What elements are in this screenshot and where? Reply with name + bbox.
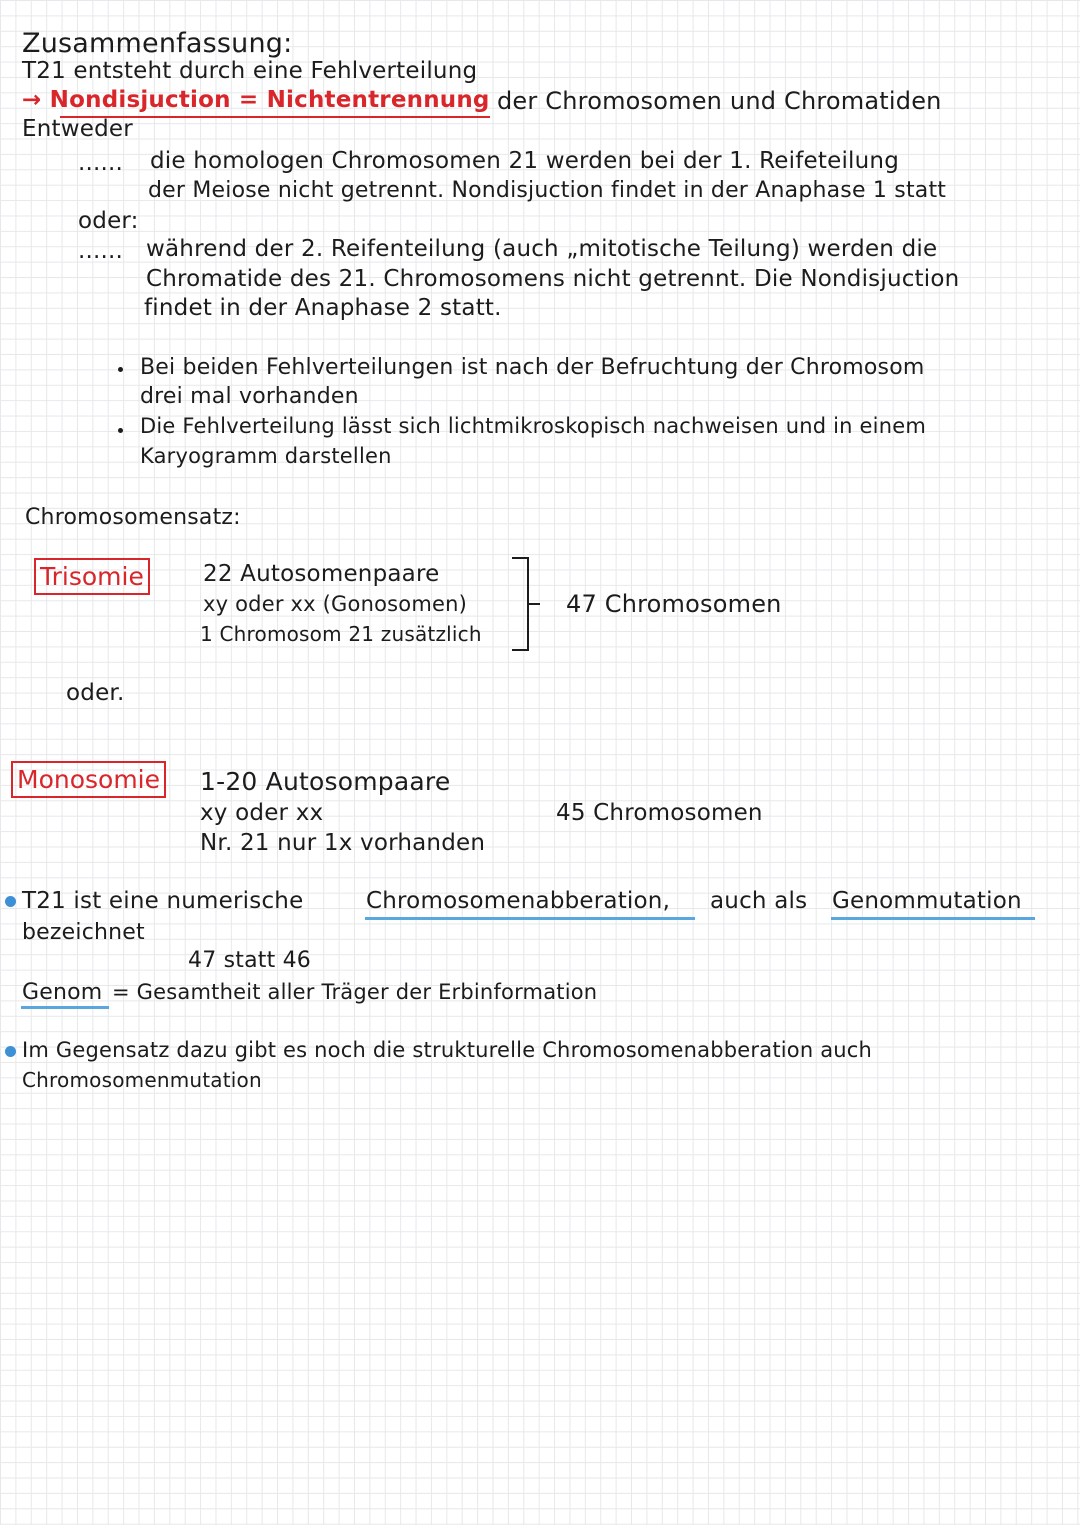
abberation-mid: auch als bbox=[710, 888, 808, 914]
trisomie-line: 22 Autosomenpaare bbox=[203, 561, 440, 587]
page-title: Zusammenfassung: bbox=[22, 28, 293, 59]
entweder-label: Entweder bbox=[22, 116, 133, 142]
bullet-dot bbox=[118, 367, 123, 372]
trisomie-line: xy oder xx (Gonosomen) bbox=[203, 592, 468, 616]
monosomie-total: 45 Chromosomen bbox=[556, 800, 763, 826]
monosomie-line: 1-20 Autosompaare bbox=[200, 767, 451, 796]
monosomie-label: Monosomie bbox=[11, 761, 166, 798]
trisomie-line: 1 Chromosom 21 zusätzlich bbox=[200, 622, 482, 646]
bullet-1-line-2: drei mal vorhanden bbox=[140, 384, 359, 409]
underline-genommutation bbox=[831, 917, 1035, 920]
case1-line-2: der Meiose nicht getrennt. Nondisjuction findet in der Anaphase 1 statt bbox=[148, 178, 947, 203]
trisomie-total: 47 Chromosomen bbox=[566, 590, 782, 618]
bullet-2-line-2: Karyogramm darstellen bbox=[140, 444, 392, 468]
bullet-dot-blue bbox=[5, 1046, 16, 1057]
trisomie-label: Trisomie bbox=[34, 558, 150, 595]
case2-line-2: Chromatide des 21. Chromosomens nicht getrennt. Die Nondisjuction bbox=[146, 266, 960, 292]
genom-definition: = Gesamtheit aller Träger der Erbinformation bbox=[112, 980, 598, 1004]
bullet-dot bbox=[118, 428, 123, 433]
oder-label-2: oder. bbox=[66, 680, 125, 706]
case2-line-1: während der 2. Reifenteilung (auch „mitotische Teilung) werden die bbox=[146, 236, 938, 262]
underline-chromosomenabberation bbox=[365, 917, 695, 920]
abberation-note: 47 statt 46 bbox=[188, 948, 311, 973]
case2-dots: ...... bbox=[78, 238, 124, 264]
gegensatz-line-1: Im Gegensatz dazu gibt es noch die strukturelle Chromosomenabberation auch bbox=[22, 1038, 873, 1062]
abberation-term-1: Chromosomenabberation, bbox=[366, 888, 671, 914]
intro-line-2: der Chromosomen und Chromatiden bbox=[497, 87, 942, 115]
oder-label-1: oder: bbox=[78, 208, 139, 234]
intro-line-1: T21 entsteht durch eine Fehlverteilung bbox=[22, 58, 478, 84]
gegensatz-line-2: Chromosomenmutation bbox=[22, 1068, 262, 1092]
nondisjunction-definition: → Nondisjuction = Nichtentrennung bbox=[22, 87, 490, 113]
case1-line-1: die homologen Chromosomen 21 werden bei der 1. Reifeteilung bbox=[150, 148, 900, 174]
abberation-pre: T21 ist eine numerische bbox=[22, 888, 304, 914]
abberation-line-2: bezeichnet bbox=[22, 920, 145, 945]
underline-genom bbox=[21, 1006, 109, 1009]
genom-term: Genom bbox=[22, 980, 103, 1005]
bullet-2-line-1: Die Fehlverteilung lässt sich lichtmikroskopisch nachweisen und in einem bbox=[140, 414, 926, 438]
monosomie-line: Nr. 21 nur 1x vorhanden bbox=[200, 830, 486, 856]
bullet-dot-blue bbox=[5, 896, 16, 907]
abberation-term-2: Genommutation bbox=[832, 888, 1022, 914]
monosomie-line: xy oder xx bbox=[200, 800, 324, 826]
case2-line-3: findet in der Anaphase 2 statt. bbox=[144, 295, 502, 321]
trisomie-bracket bbox=[510, 556, 544, 652]
bullet-1-line-1: Bei beiden Fehlverteilungen ist nach der Befruchtung der Chromosom bbox=[140, 355, 925, 380]
chromosomensatz-heading: Chromosomensatz: bbox=[25, 505, 241, 530]
case1-dots: ...... bbox=[78, 150, 124, 176]
